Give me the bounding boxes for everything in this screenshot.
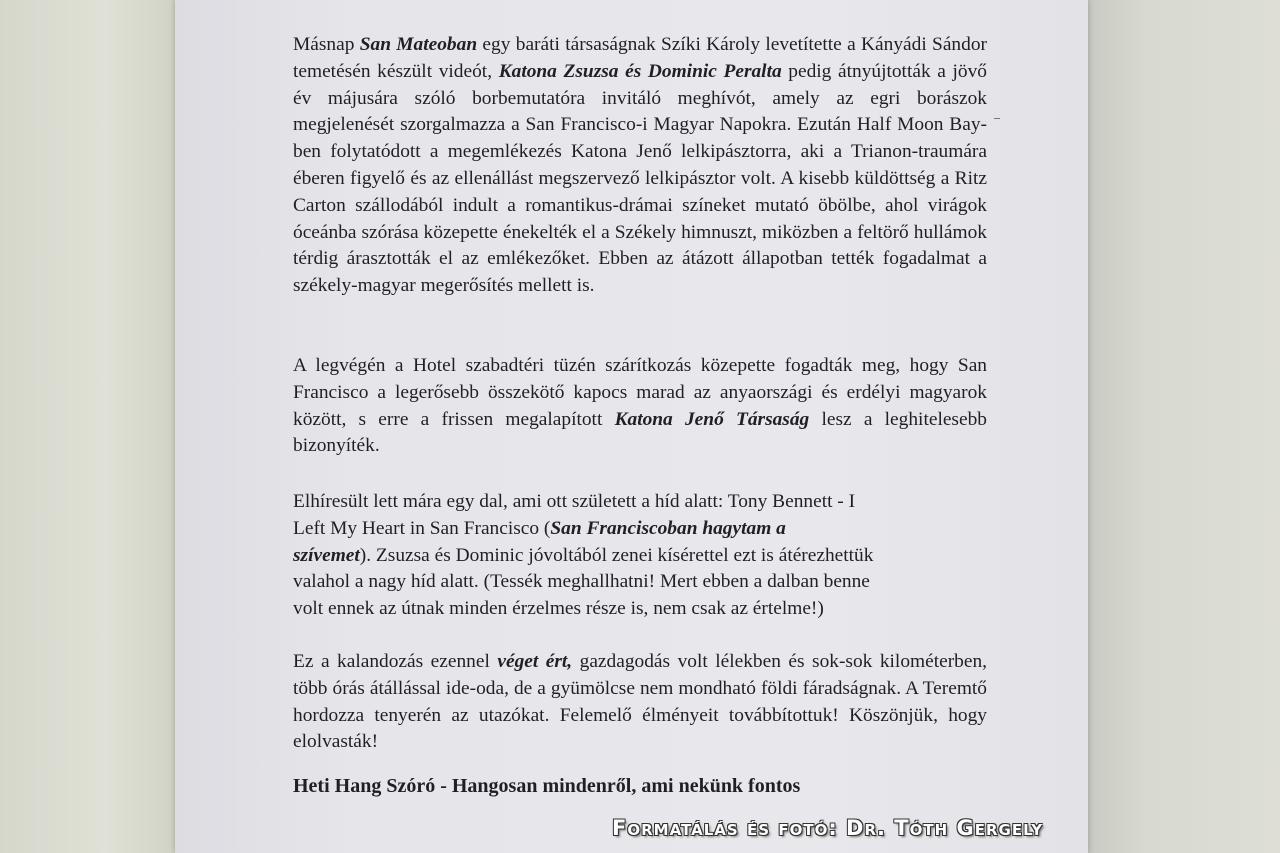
document-body [293, 32, 987, 757]
line: volt ennek az útnak minden érzelmes része is, nem csak az értelme!) [293, 598, 824, 620]
text: lesz a leghitelesebb bizonyíték. [293, 408, 987, 457]
line: Elhíresült lett mára egy dal, ami ott született a híd alatt: Tony Bennett - I [293, 491, 856, 512]
photo-credit-watermark: Formatálás és fotó: Dr. Tóth Gergely [612, 816, 1044, 840]
margin-mark [994, 118, 1000, 119]
text: Másnap [293, 34, 360, 55]
emphasis-song: szívemet [293, 544, 360, 566]
paragraph-4 [293, 649, 987, 757]
text: Ez a kalandozás ezennel [293, 651, 498, 672]
emphasis-ended: véget ért, [497, 651, 573, 672]
paragraph-2 [293, 353, 987, 461]
text: Left My Heart in San Francisco ( [293, 517, 551, 539]
emphasis-song: San Franciscoban hagytam a [550, 517, 786, 539]
emphasis-society: Katona Jenő Társaság [614, 408, 810, 430]
text: ). Zsuzsa és Dominic jóvoltából zenei kísérettel ezt is átérezhettük [359, 544, 874, 566]
text: egy baráti társaságnak Szíki Károly levetítette a Kányádi Sándor temetésén készült videót, [293, 34, 987, 82]
paragraph-1 [293, 32, 987, 326]
emphasis-names: Katona Zsuzsa és Dominic Peralta [498, 60, 782, 82]
signature: Heti Hang Szóró - Hangosan mindenről, ami nekünk fontos [293, 775, 801, 797]
line: valahol a nagy híd alatt. (Tessék meghallhatni! Mert ebben a dalban benne [293, 571, 870, 593]
text: pedig átnyújtották a jövő év májusára szóló borbemutatóra invitáló meghívót, amely az egri borászok megjelenését szorgalmazza a San Francisco-i Magyar Napokra. Ezután Half Moon Bay-ben folytatódott a megemlékezés Katona Jenő lelkipásztorra, aki a Trianon-traumára éberen figyelő és az ellenállást megszervező lelkipásztor volt. A kisebb küldöttség a Ritz Carton szállodából indult a romantikus-drámai színeket mutató öbölbe, ahol virágok óceánba szórása közepette énekelték el a Székely himnuszt, miközben a feltörő hullámok térdig árasztották el az emlékezőket. Ebben az átázott állapotban tették fogadalmat a székely-magyar megerősítés mellett is. [293, 60, 987, 297]
background-left [0, 0, 175, 853]
line [293, 516, 973, 543]
text: gazdagodás volt lélekben és sok-sok kilométerben, több órás átállással ide-oda, de a gyümölcse nem mondható földi fáradságnak. A Teremtő hordozza tenyerén az utazókat. Felemelő élményeit továbbítottuk! Köszönjük, hogy elolvasták! [293, 651, 987, 753]
paragraph-3 [293, 489, 973, 621]
background-right [1088, 0, 1280, 853]
text: A legvégén a Hotel szabadtéri tüzén szárítkozás közepette fogadták meg, hogy San Francisco a legerősebb összekötő kapocs marad az anyaországi és erdélyi magyarok között, s erre a frissen megalapított [293, 355, 987, 430]
line [293, 543, 973, 570]
emphasis-place: San Mateoban [359, 34, 478, 55]
